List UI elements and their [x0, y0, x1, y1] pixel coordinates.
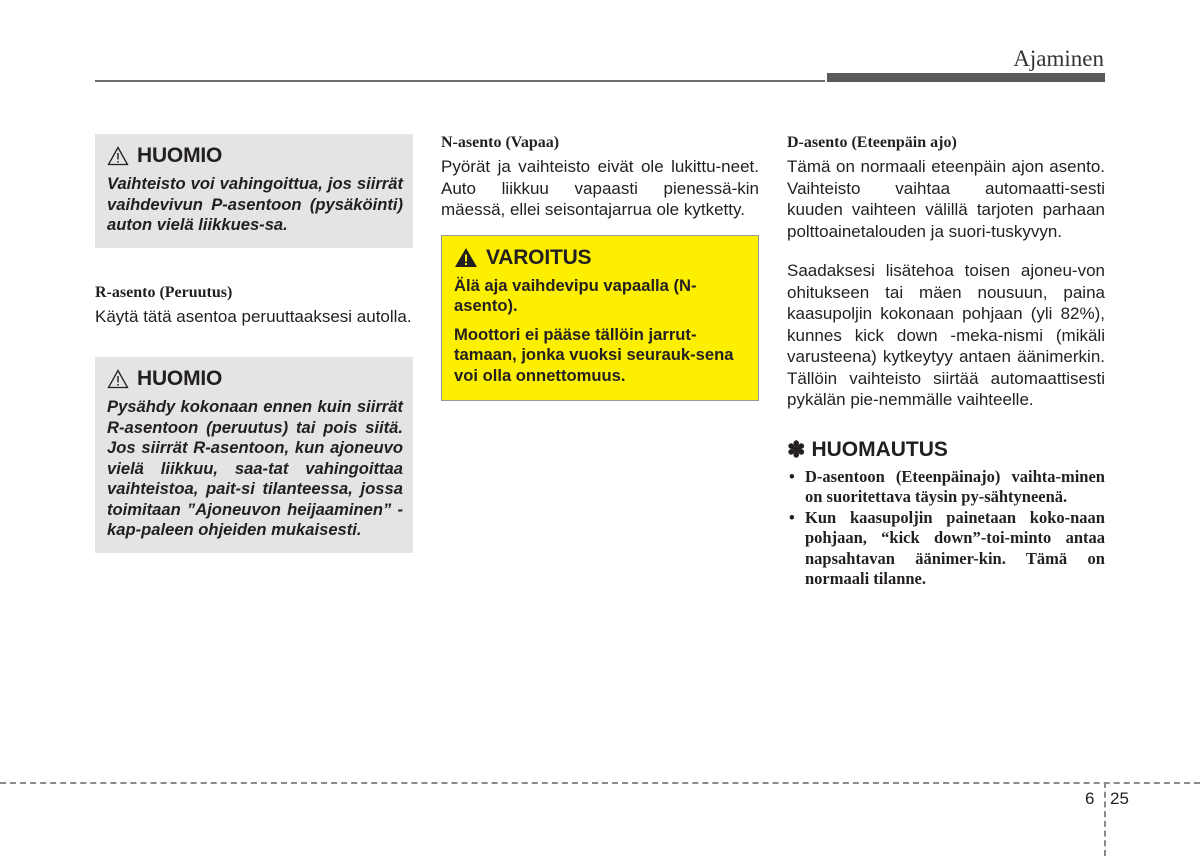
d-position-text-1: Tämä on normaali eteenpäin ajon asento. Vaihteisto vaihtaa automaatti-sesti kuuden vaihteen välillä tarjoten parhaan polttoainetalouden ja suori-tuskyvyn. [787, 157, 1105, 241]
d-position-heading: D-asento (Eteenpäin ajo) [787, 134, 957, 151]
warning-triangle-outline-icon [107, 146, 129, 166]
warning-line-1: Älä aja vaihdevipu vapaalla (N-asento). [454, 275, 697, 315]
section-title: Ajaminen [1013, 46, 1104, 71]
caution-box-2 [95, 357, 413, 553]
note-header [787, 437, 1105, 463]
r-position-text: Käytä tätä asentoa peruuttaaksesi autolla. [95, 306, 412, 326]
chapter-number: 6 [1085, 789, 1095, 808]
caution-header [107, 367, 403, 391]
warning-title: VAROITUS [486, 245, 592, 269]
warning-triangle-outline-icon [107, 369, 129, 389]
caution-text: Pysähdy kokonaan ennen kuin siirrät R-asentoon (peruutus) tai pois siitä. Jos siirrät R-asentoon, kun ajoneuvo vielä liikkuu, saa-tat vahingoittaa vaihteistoa, pait-si tilanteessa, jossa toimitaan ”Ajoneuvon heijaaminen” -kap-paleen ohjeiden mukaisesti. [107, 397, 403, 539]
list-item: • Kun kaasupoljin painetaan koko-naan pohjaan, “kick down”-toi-minto antaa napsahtavan äänimer-kin. Tämä on normaali tilanne. [787, 508, 1105, 590]
header-rule-thick [827, 73, 1105, 82]
warning-box [441, 235, 759, 402]
star-icon: ✽ [787, 436, 806, 462]
caution-header [107, 144, 403, 168]
note-title: HUOMAUTUS [811, 437, 948, 461]
caution-box [95, 134, 413, 248]
caution-title: HUOMIO [137, 367, 223, 390]
note-list [787, 467, 1105, 590]
d-position-text-2: Saadaksesi lisätehoa toisen ajoneu-von ohitukseen tai mäen nousuun, paina kaasupoljin kokonaan pohjaan (yli 82%), kunnes kick down -meka-nismi (mikäli varusteena) kytkeytyy antaen äänimerkin. Tällöin vaihteisto siirtää automaattisesti pykälän pie-nemmälle vaihteelle. [787, 261, 1105, 409]
warning-text [454, 276, 748, 387]
page-number: 25 [1110, 789, 1129, 808]
column-right [787, 134, 1105, 590]
n-position-heading: N-asento (Vapaa) [441, 134, 560, 151]
caution-title: HUOMIO [137, 144, 223, 167]
warning-line-2: Moottori ei pääse tällöin jarrut-tamaan, jonka vuoksi seurauk-sena voi olla onnettomuus. [454, 324, 734, 385]
n-position-text: Pyörät ja vaihteisto eivät ole lukittu-neet. Auto liikkuu vapaasti pienessä-kin mäessä, ellei seisontajarrua ole kytketty. [441, 157, 759, 219]
column-middle [441, 134, 759, 401]
r-position-heading: R-asento (Peruutus) [95, 283, 233, 301]
caution-text: Vaihteisto voi vahingoittua, jos siirrät vaihdevivun P-asentoon (pysäköinti) auton vielä liikkues-sa. [107, 174, 403, 234]
footer-page-divider [1104, 782, 1106, 856]
warning-header [454, 246, 748, 270]
list-item: • D-asentoon (Eteenpäinajo) vaihta-minen on suoritettava täysin py-sähtyneenä. [787, 467, 1105, 508]
column-left [95, 134, 413, 553]
warning-triangle-filled-icon [454, 247, 478, 268]
footer-divider [0, 782, 1200, 784]
header-rule [95, 80, 825, 82]
